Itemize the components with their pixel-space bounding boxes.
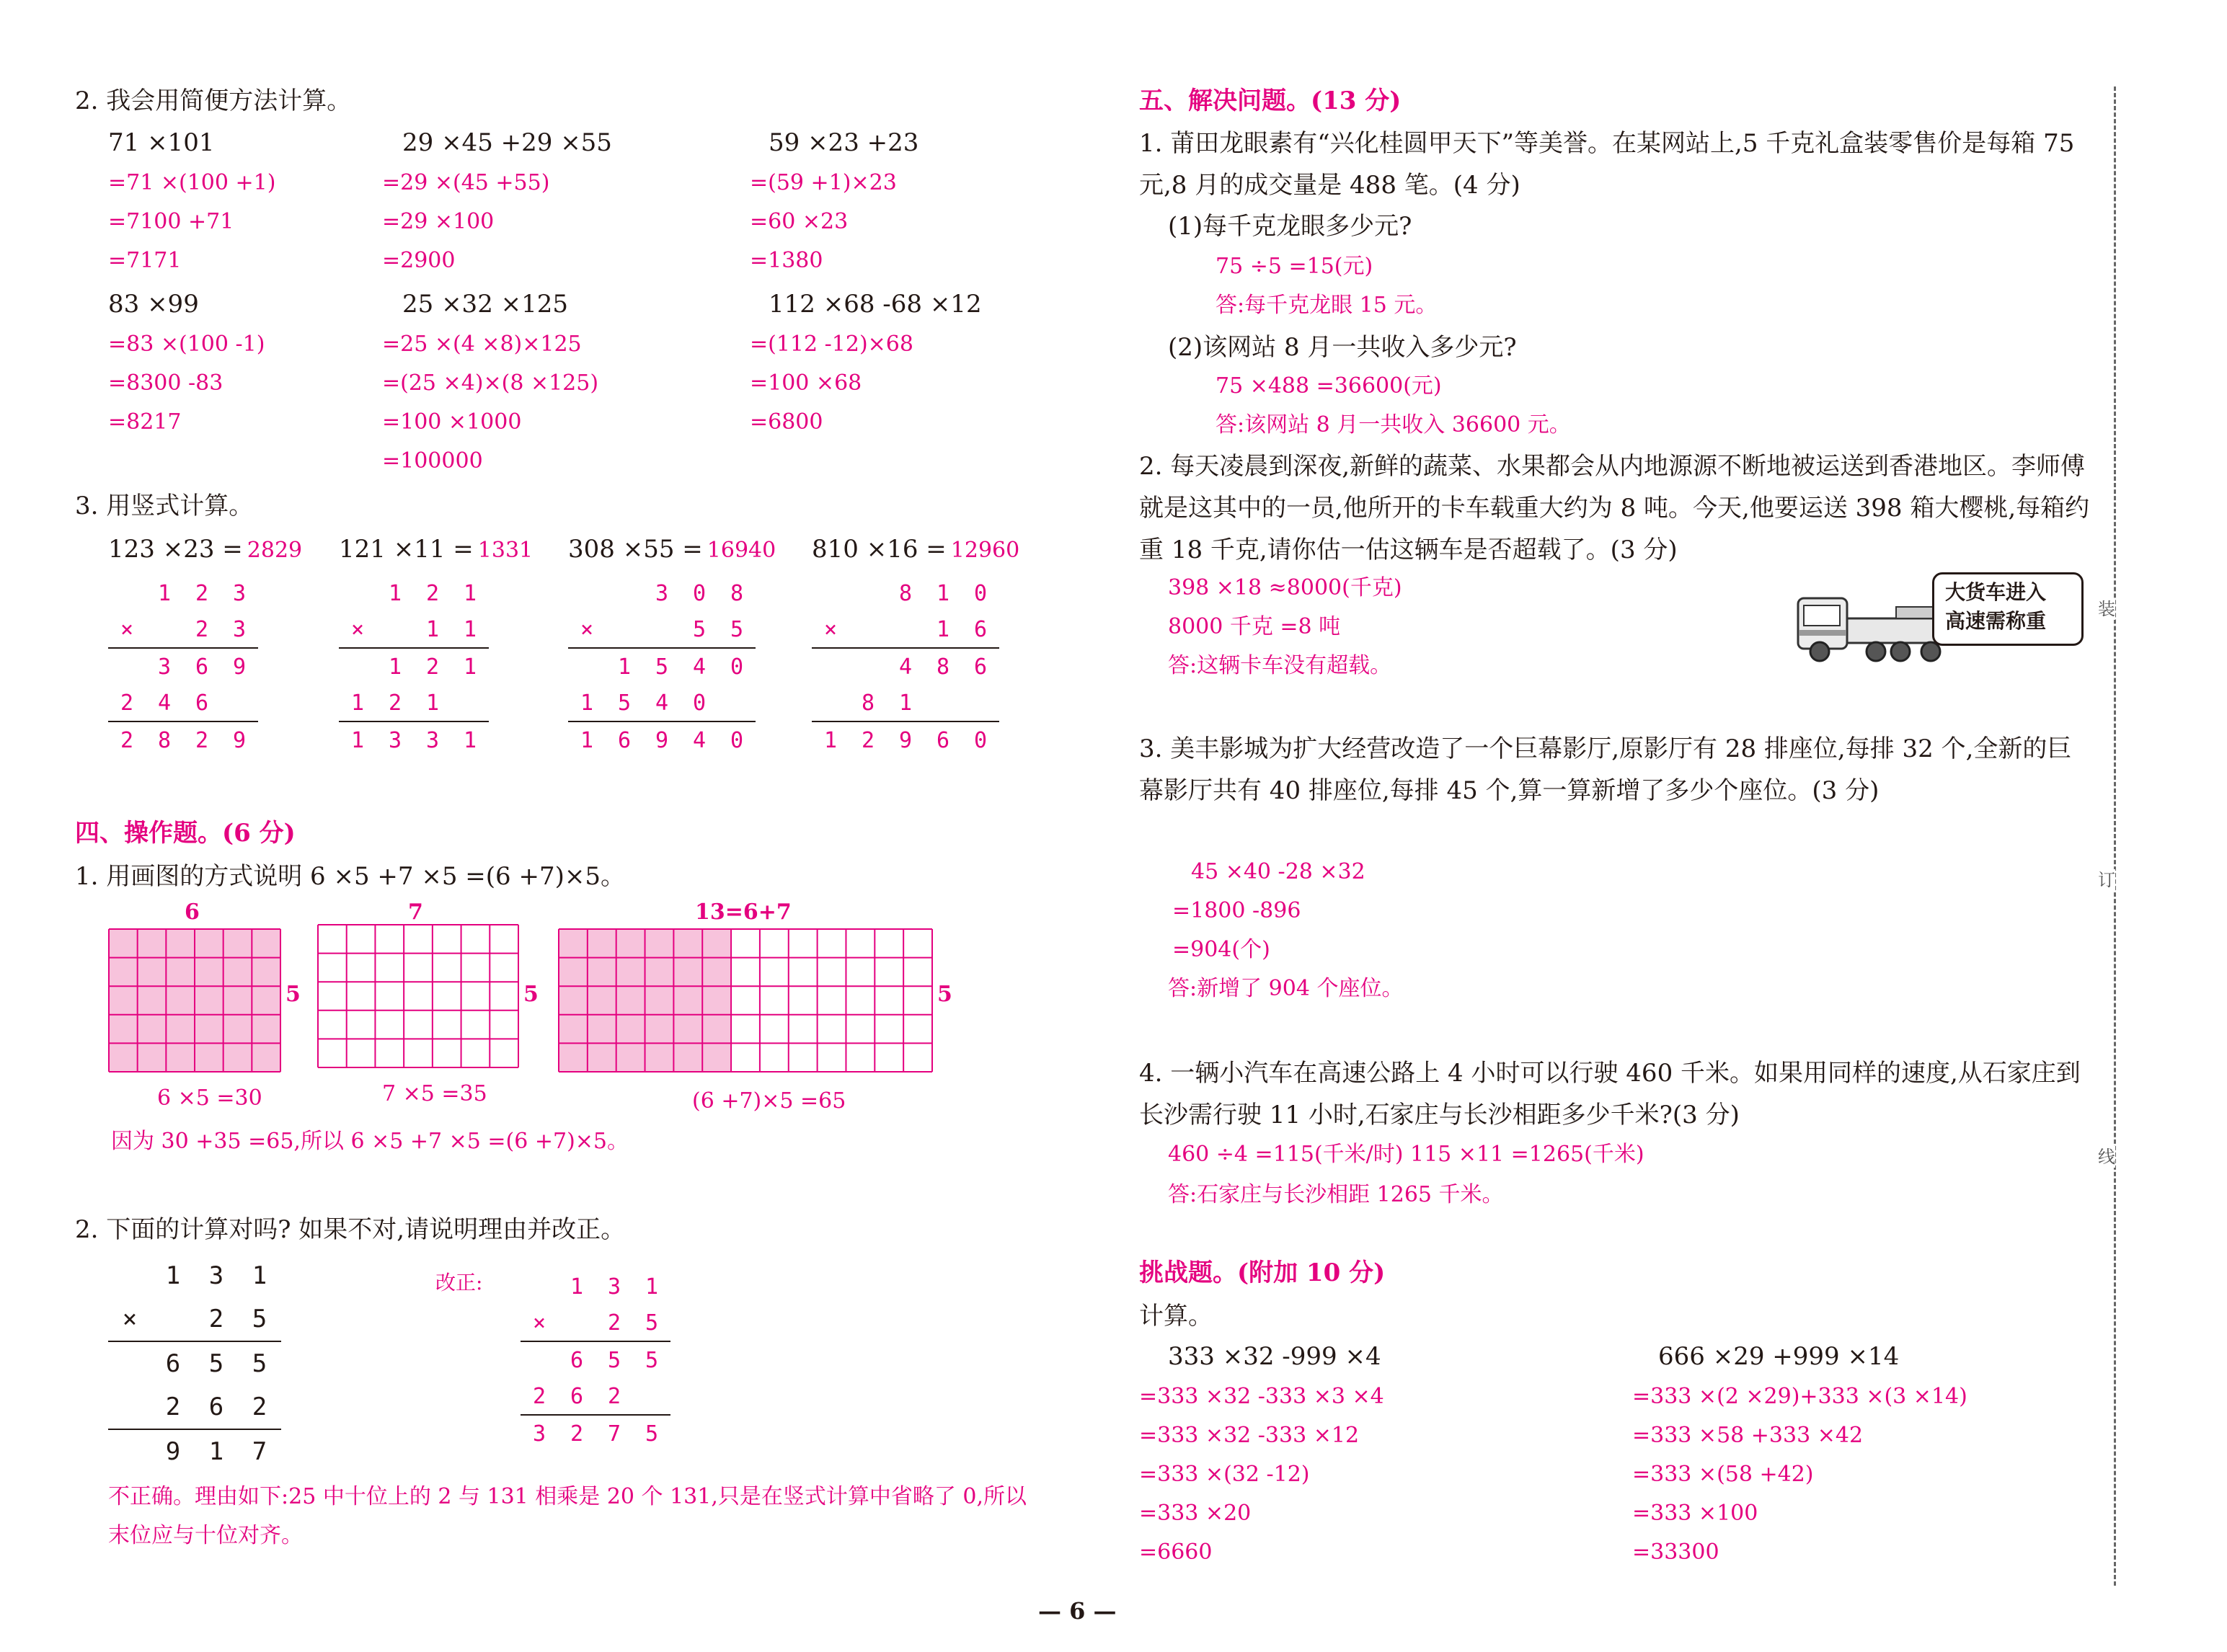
digit: 1: [463, 580, 477, 606]
digit: ×: [122, 1305, 138, 1333]
challenge-step: =6660: [1139, 1540, 1213, 1565]
vertical-row: [521, 1342, 670, 1378]
section-4-q1-answer: 因为 30 +35 =65,所以 6 ×5 +7 ×5 =(6 +7)×5。: [111, 1129, 629, 1154]
challenge-expr: 666 ×29 +999 ×14: [1658, 1342, 1900, 1371]
digit: 2: [570, 1421, 584, 1447]
vertical-row: [568, 685, 756, 722]
simple-calc-step: =7100 +71: [108, 209, 234, 234]
digit: 5: [692, 616, 707, 642]
simple-calc-step: =(25 ×4)×(8 ×125): [382, 370, 599, 396]
digit: 6: [973, 654, 988, 680]
q1-sub1-answer: 答:每千克龙眼 15 元。: [1216, 293, 1438, 318]
digit: 8: [730, 580, 744, 606]
digit: 6: [973, 616, 988, 642]
digit: 1: [425, 616, 440, 642]
vertical-expr: 121 ×11 = 1331: [339, 535, 533, 564]
vertical-row: [108, 722, 258, 758]
vertical-calc: [108, 575, 258, 758]
challenge-step: =333 ×(58 +42): [1632, 1462, 1814, 1487]
page-number: — 6 —: [1038, 1597, 1117, 1625]
digit: 9: [898, 727, 913, 753]
digit: 1: [580, 727, 594, 753]
vertical-expr: 810 ×16 = 12960: [812, 535, 1020, 564]
digit: 1: [463, 727, 477, 753]
grid-7x5: [317, 924, 519, 1068]
grid-3-caption: (6 +7)×5 =65: [692, 1088, 846, 1114]
digit: 4: [898, 654, 913, 680]
q3-text: 3. 美丰影城为扩大经营改造了一个巨幕影厅,原影厅有 28 排座位,每排 32 个,全新的巨幕影厅共有 40 排座位,每排 45 个,算一算新增了多少个座位。(3 分): [1139, 734, 2072, 805]
q2-answer: 答:这辆卡车没有超载。: [1168, 653, 1392, 678]
q1-sub1-calc: 75 ÷5 =15(元): [1216, 254, 1373, 279]
simple-calc-step: =8217: [108, 409, 182, 435]
q4-answer: 答:石家庄与长沙相距 1265 千米。: [1168, 1182, 1504, 1207]
digit: 3: [232, 616, 247, 642]
grid-3-top-label: 13=6+7: [695, 900, 792, 925]
digit: 5: [655, 654, 669, 680]
q1-sub1: (1)每千克龙眼多少元?: [1168, 212, 1412, 241]
corrected-vertical-calc: [521, 1269, 670, 1452]
simple-calc-step: =(112 -12)×68: [750, 332, 913, 357]
digit: 9: [655, 727, 669, 753]
digit: 8: [157, 727, 172, 753]
digit: 3: [208, 1261, 224, 1290]
digit: 2: [607, 1310, 621, 1336]
digit: ×: [823, 616, 838, 642]
simple-calc-step: =(59 +1)×23: [750, 170, 897, 195]
vertical-row: [108, 1430, 281, 1473]
vertical-expr: 123 ×23 = 2829: [108, 535, 303, 564]
challenge-step: =333 ×20: [1139, 1501, 1252, 1526]
truck-bubble-line-1: 大货车进入: [1945, 580, 2047, 604]
digit: 4: [157, 690, 172, 716]
simple-calc-step: =100 ×1000: [382, 409, 522, 435]
simple-calc-expr: 59 ×23 +23: [769, 128, 919, 157]
digit: 3: [532, 1421, 546, 1447]
simple-calc-expr: 29 ×45 +29 ×55: [402, 128, 612, 157]
vertical-row: [108, 1385, 281, 1430]
q1-sub2: (2)该网站 8 月一共收入多少元?: [1168, 333, 1517, 362]
digit: 1: [165, 1261, 181, 1290]
vertical-row: [568, 575, 756, 611]
vertical-row: [521, 1378, 670, 1416]
challenge-subtitle: 计算。: [1139, 1302, 1213, 1331]
vertical-row: [108, 1254, 281, 1297]
section-4-q1: 1. 用画图的方式说明 6 ×5 +7 ×5 =(6 +7)×5。: [75, 862, 625, 891]
vertical-row: [339, 611, 489, 649]
q3-calc-3: =904(个): [1172, 937, 1270, 962]
challenge-heading: 挑战题。(附加 10 分): [1139, 1258, 1386, 1287]
digit: 2: [120, 690, 134, 716]
digit: 1: [208, 1437, 224, 1466]
digit: 4: [655, 690, 669, 716]
vertical-row: [108, 685, 258, 722]
q2-calc-2: 8000 千克 =8 吨: [1168, 614, 1341, 639]
digit: 1: [388, 580, 402, 606]
digit: 4: [692, 654, 707, 680]
simple-calc-step: =29 ×(45 +55): [382, 170, 550, 195]
digit: 2: [195, 616, 209, 642]
section-3-title: 3. 用竖式计算。: [75, 492, 254, 520]
simple-calc-expr: 25 ×32 ×125: [402, 290, 569, 319]
digit: 2: [607, 1383, 621, 1409]
grid-2-top-label: 7: [408, 900, 423, 925]
digit: 2: [208, 1305, 224, 1333]
vertical-row: [108, 1342, 281, 1385]
section-4-q2: 2. 下面的计算对吗? 如果不对,请说明理由并改正。: [75, 1215, 626, 1244]
digit: 4: [692, 727, 707, 753]
vertical-answer: 2829: [247, 538, 303, 563]
digit: 1: [823, 727, 838, 753]
vertical-calc: [812, 575, 999, 758]
simple-calc-step: =60 ×23: [750, 209, 849, 234]
digit: 1: [463, 654, 477, 680]
vertical-row: [521, 1305, 670, 1342]
digit: 3: [425, 727, 440, 753]
grid-3-side-label: 5: [937, 982, 952, 1007]
simple-calc-expr: 71 ×101: [108, 128, 215, 157]
q3-answer: 答:新增了 904 个座位。: [1168, 976, 1404, 1001]
vertical-row: [568, 649, 756, 685]
challenge-step: =333 ×(2 ×29)+333 ×(3 ×14): [1632, 1384, 1967, 1409]
vertical-answer: 16940: [707, 538, 776, 563]
simple-calc-expr: 112 ×68 -68 ×12: [769, 290, 982, 319]
digit: 6: [195, 690, 209, 716]
q3-calc-1: 45 ×40 -28 ×32: [1191, 859, 1365, 884]
section-2-title: 2. 我会用简便方法计算。: [75, 86, 352, 115]
grid-1-side-label: 5: [285, 982, 301, 1007]
digit: 2: [861, 727, 875, 753]
digit: 2: [425, 580, 440, 606]
margin-mark-xian: 线: [2098, 1147, 2115, 1167]
vertical-calc: [339, 575, 489, 758]
q1-sub2-answer: 答:该网站 8 月一共收入 36600 元。: [1216, 412, 1571, 438]
digit: 6: [570, 1383, 584, 1409]
digit: ×: [580, 616, 594, 642]
grid-2-caption: 7 ×5 =35: [382, 1081, 487, 1106]
simple-calc-step: =6800: [750, 409, 823, 435]
vertical-row: [812, 722, 999, 758]
vertical-row: [108, 575, 258, 611]
grid-1-top-label: 6: [185, 900, 200, 925]
section-5-heading: 五、解决问题。(13 分): [1139, 86, 1402, 115]
vertical-row: [568, 722, 756, 758]
challenge-step: =333 ×58 +333 ×42: [1632, 1423, 1864, 1448]
digit: 5: [645, 1421, 659, 1447]
vertical-row: [812, 649, 999, 685]
q2-calc-1: 398 ×18 ≈8000(千克): [1168, 575, 1402, 600]
digit: 5: [617, 690, 632, 716]
digit: ×: [532, 1310, 546, 1336]
simple-calc-expr: 83 ×99: [108, 290, 199, 319]
digit: 2: [195, 580, 209, 606]
simple-calc-step: =71 ×(100 +1): [108, 170, 276, 195]
digit: ×: [350, 616, 365, 642]
vertical-row: [108, 649, 258, 685]
vertical-row: [812, 611, 999, 649]
challenge-step: =333 ×100: [1632, 1501, 1758, 1526]
vertical-row: [339, 649, 489, 685]
digit: 8: [936, 654, 950, 680]
grid-13x5: [558, 928, 933, 1073]
digit: 6: [165, 1349, 181, 1378]
vertical-answer: 1331: [477, 538, 533, 563]
vertical-row: [812, 575, 999, 611]
margin-mark-zhuang: 装: [2098, 599, 2115, 619]
simple-calc-step: =1380: [750, 248, 823, 273]
wrong-vertical-calc: [108, 1254, 281, 1473]
digit: 3: [607, 1274, 621, 1300]
digit: 1: [645, 1274, 659, 1300]
digit: 9: [232, 654, 247, 680]
digit: 2: [252, 1393, 267, 1421]
digit: 5: [645, 1310, 659, 1336]
vertical-calc: [568, 575, 756, 758]
simple-calc-step: =25 ×(4 ×8)×125: [382, 332, 582, 357]
digit: 3: [388, 727, 402, 753]
digit: ×: [120, 616, 134, 642]
digit: 9: [232, 727, 247, 753]
digit: 1: [463, 616, 477, 642]
digit: 8: [861, 690, 875, 716]
digit: 2: [532, 1383, 546, 1409]
simple-calc-step: =83 ×(100 -1): [108, 332, 265, 357]
digit: 3: [157, 654, 172, 680]
digit: 0: [973, 727, 988, 753]
digit: 2: [165, 1393, 181, 1421]
digit: 1: [350, 727, 365, 753]
digit: 1: [580, 690, 594, 716]
digit: 0: [692, 690, 707, 716]
correction-label: 改正:: [435, 1271, 483, 1294]
grid-6x5: [108, 928, 281, 1073]
simple-calc-step: =8300 -83: [108, 370, 223, 396]
digit: 1: [936, 580, 950, 606]
digit: 5: [208, 1349, 224, 1378]
digit: 1: [350, 690, 365, 716]
simple-calc-step: =29 ×100: [382, 209, 495, 234]
digit: 1: [388, 654, 402, 680]
vertical-row: [568, 611, 756, 649]
margin-mark-ding: 订: [2098, 870, 2115, 890]
digit: 7: [252, 1437, 267, 1466]
digit: 8: [898, 580, 913, 606]
digit: 3: [232, 580, 247, 606]
digit: 1: [570, 1274, 584, 1300]
digit: 2: [425, 654, 440, 680]
q4-calc: 460 ÷4 =115(千米/时) 115 ×11 =1265(千米): [1168, 1142, 1644, 1167]
digit: 1: [157, 580, 172, 606]
digit: 2: [120, 727, 134, 753]
grid-2-side-label: 5: [523, 982, 539, 1007]
digit: 6: [570, 1347, 584, 1373]
simple-calc-step: =100000: [382, 448, 483, 474]
vertical-row: [339, 722, 489, 758]
truck-bubble-line-2: 高速需称重: [1945, 609, 2047, 633]
vertical-row: [108, 611, 258, 649]
simple-calc-step: =100 ×68: [750, 370, 862, 396]
digit: 0: [730, 727, 744, 753]
vertical-row: [521, 1269, 670, 1305]
challenge-step: =33300: [1632, 1540, 1719, 1565]
digit: 5: [607, 1347, 621, 1373]
digit: 1: [425, 690, 440, 716]
q2-text: 2. 每天凌晨到深夜,新鲜的蔬菜、水果都会从内地源源不断地被运送到香港地区。李师傅就是这其中的一员,他所开的卡车载重大约为 8 吨。今天,他要运送 398 箱大樱桃,每箱约重 18 千克,请你估一估这辆车是否超载了。(3 分): [1139, 452, 2090, 564]
challenge-step: =333 ×(32 -12): [1139, 1462, 1310, 1487]
challenge-expr: 333 ×32 -999 ×4: [1168, 1342, 1381, 1371]
simple-calc-step: =2900: [382, 248, 456, 273]
q3-calc-2: =1800 -896: [1172, 898, 1301, 923]
digit: 0: [730, 654, 744, 680]
simple-calc-step: =7171: [108, 248, 182, 273]
binding-dashed-line: [2114, 86, 2116, 1586]
digit: 2: [388, 690, 402, 716]
digit: 1: [252, 1261, 267, 1290]
digit: 2: [195, 727, 209, 753]
digit: 6: [617, 727, 632, 753]
digit: 6: [195, 654, 209, 680]
grid-1-caption: 6 ×5 =30: [157, 1085, 262, 1111]
vertical-answer: 12960: [950, 538, 1020, 563]
vertical-row: [108, 1297, 281, 1342]
vertical-row: [521, 1416, 670, 1452]
digit: 6: [936, 727, 950, 753]
digit: 5: [645, 1347, 659, 1373]
digit: 0: [692, 580, 707, 606]
vertical-row: [339, 685, 489, 722]
challenge-step: =333 ×32 -333 ×12: [1139, 1423, 1360, 1448]
section-4-q2-answer: 不正确。理由如下:25 中十位上的 2 与 131 相乘是 20 个 131,只是在竖式计算中省略了 0,所以末位应与十位对齐。: [108, 1484, 1027, 1548]
digit: 5: [252, 1349, 267, 1378]
vertical-row: [812, 685, 999, 722]
q1-text: 1. 莆田龙眼素有“兴化桂圆甲天下”等美誉。在某网站上,5 千克礼盒装零售价是每箱 75 元,8 月的成交量是 488 笔。(4 分): [1139, 129, 2075, 200]
digit: 9: [165, 1437, 181, 1466]
vertical-row: [339, 575, 489, 611]
digit: 1: [898, 690, 913, 716]
q1-sub2-calc: 75 ×488 =36600(元): [1216, 373, 1442, 399]
digit: 7: [607, 1421, 621, 1447]
digit: 1: [617, 654, 632, 680]
digit: 1: [936, 616, 950, 642]
section-4-heading: 四、操作题。(6 分): [75, 819, 296, 848]
vertical-expr: 308 ×55 = 16940: [568, 535, 776, 564]
challenge-step: =333 ×32 -333 ×3 ×4: [1139, 1384, 1384, 1409]
digit: 5: [730, 616, 744, 642]
q4-text: 4. 一辆小汽车在高速公路上 4 小时可以行驶 460 千米。如果用同样的速度,从石家庄到长沙需行驶 11 小时,石家庄与长沙相距多少千米?(3 分): [1139, 1059, 2081, 1129]
digit: 0: [973, 580, 988, 606]
digit: 5: [252, 1305, 267, 1333]
digit: 3: [655, 580, 669, 606]
digit: 6: [208, 1393, 224, 1421]
